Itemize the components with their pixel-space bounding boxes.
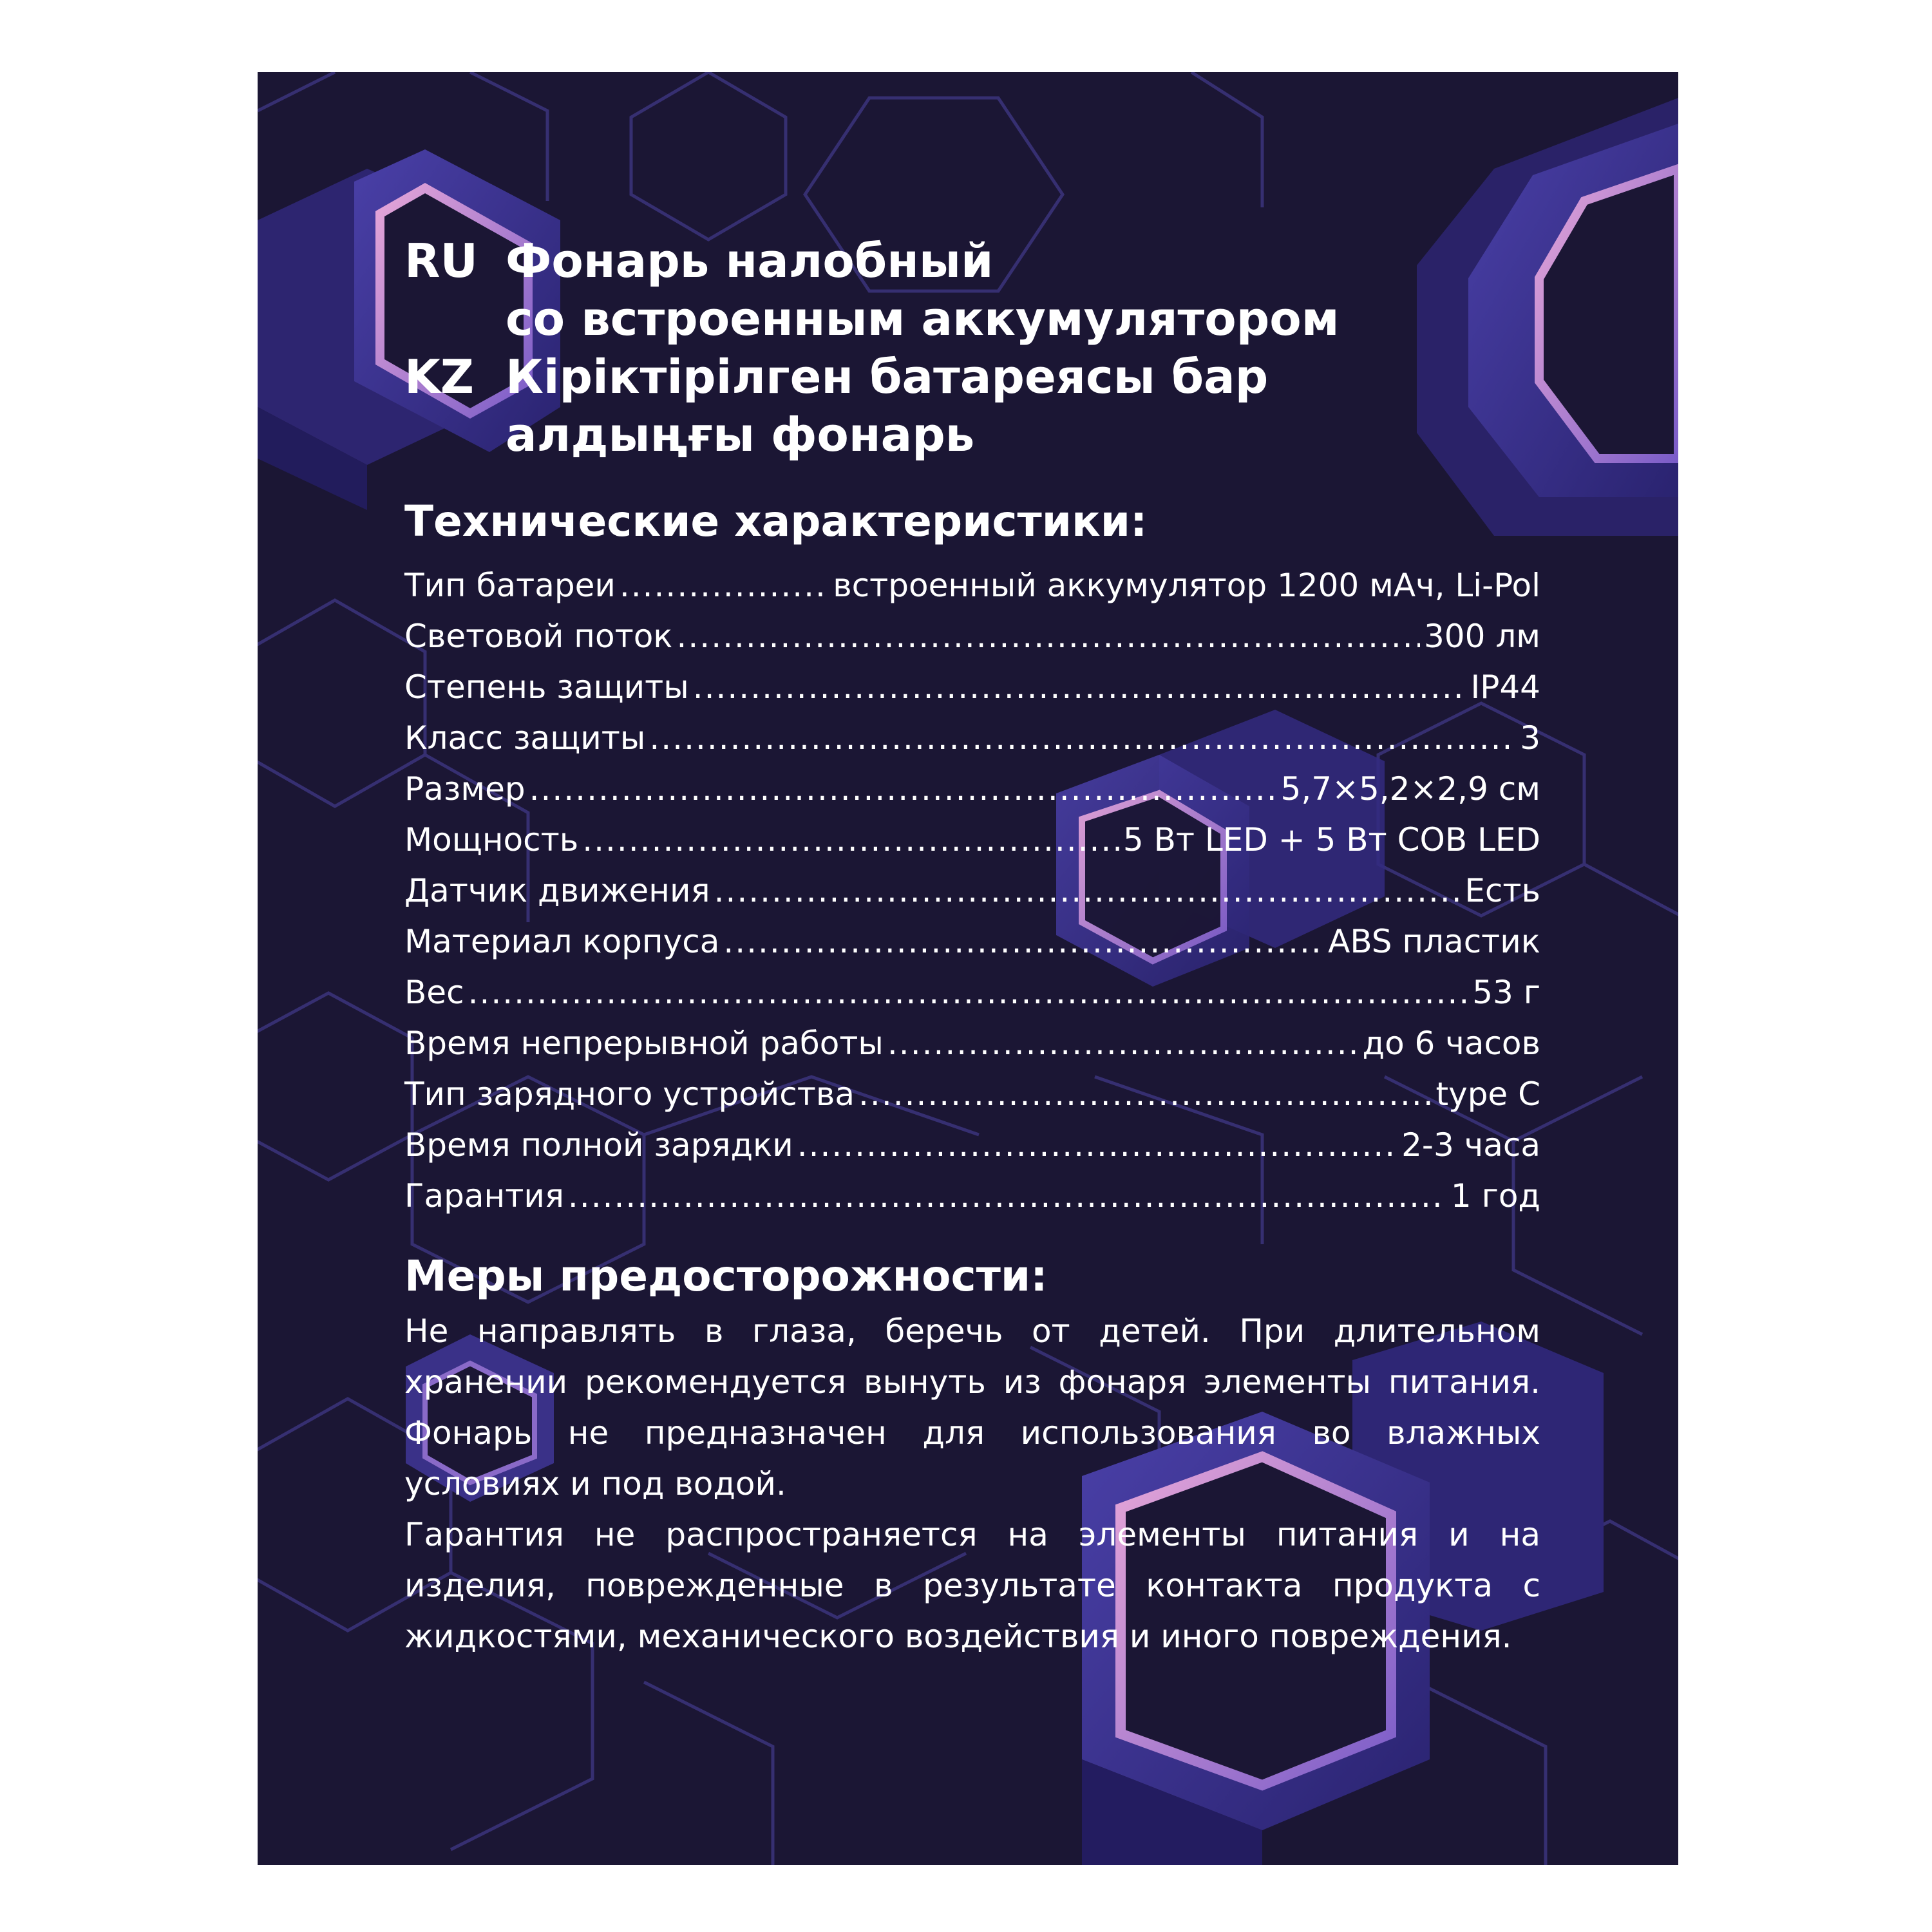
spec-row [404, 1018, 1540, 1069]
precautions-paragraph-1: Не направлять в глаза, беречь от детей. При длительном хранении рекомендуется вынуть из фонаря элементы питания. Фонарь не предназначен для использования во влажных условиях и под водой. [404, 1312, 1540, 1502]
spec-label: Время непрерывной работы [404, 1025, 884, 1062]
lang-code-kz: KZ [404, 350, 474, 404]
specs-list [404, 560, 1540, 1222]
spec-value: 3 [1520, 719, 1540, 757]
spec-label: Световой поток [404, 618, 673, 655]
spec-value: 300 лм [1423, 618, 1540, 655]
spec-label: Тип зарядного устройства [404, 1075, 855, 1113]
spec-value: 2-3 часа [1401, 1126, 1540, 1164]
spec-value: 5 Вт LED + 5 Вт COB LED [1122, 821, 1540, 858]
spec-leader-dots [714, 866, 1461, 916]
spec-value: IP44 [1470, 668, 1540, 706]
spec-label: Материал корпуса [404, 923, 720, 960]
spec-value: 53 г [1472, 974, 1540, 1011]
spec-label: Вес [404, 974, 464, 1011]
spec-leader-dots [649, 713, 1516, 764]
spec-leader-dots [529, 764, 1277, 815]
spec-leader-dots [468, 967, 1469, 1018]
spec-leader-dots [582, 815, 1119, 866]
spec-label: Гарантия [404, 1177, 564, 1215]
spec-row [404, 560, 1540, 611]
spec-row [404, 713, 1540, 764]
spec-row [404, 1171, 1540, 1222]
spec-leader-dots [887, 1018, 1359, 1069]
spec-label: Тип батареи [404, 567, 616, 604]
spec-leader-dots [723, 916, 1324, 967]
spec-label: Время полной зарядки [404, 1126, 793, 1164]
spec-value: до 6 часов [1362, 1025, 1540, 1062]
spec-leader-dots [568, 1171, 1447, 1222]
spec-leader-dots [677, 611, 1420, 662]
spec-value: 5,7×5,2×2,9 см [1280, 770, 1540, 808]
spec-value: ABS пластик [1328, 923, 1540, 960]
spec-value: Есть [1464, 872, 1540, 909]
spec-row [404, 815, 1540, 866]
leaflet-content [258, 72, 1678, 1865]
spec-row [404, 764, 1540, 815]
spec-label: Датчик движения [404, 872, 710, 909]
spec-row [404, 611, 1540, 662]
spec-leader-dots [797, 1120, 1397, 1171]
title-kz-line2: алдыңғы фонарь [506, 408, 975, 462]
title-kz-line1: Кіріктірілген батареясы бар [506, 350, 1269, 404]
title-ru-line2: со встроенным аккумулятором [506, 292, 1340, 346]
spec-row [404, 916, 1540, 967]
specs-heading: Технические характеристики: [404, 497, 1148, 546]
spec-label: Мощность [404, 821, 579, 858]
spec-label: Размер [404, 770, 526, 808]
spec-leader-dots [620, 560, 829, 611]
precautions-paragraph-2: Гарантия не распространяется на элементы питания и на изделия, поврежденные в результате контакта продукта с жидкостями, механического воздействия и иного повреждения. [404, 1516, 1540, 1655]
spec-label: Класс защиты [404, 719, 646, 757]
title-ru-line1: Фонарь налобный [506, 234, 994, 288]
spec-leader-dots [858, 1069, 1432, 1120]
spec-leader-dots [693, 662, 1467, 713]
precautions-heading: Меры предосторожности: [404, 1251, 1048, 1301]
spec-value: type C [1435, 1075, 1540, 1113]
spec-label: Степень защиты [404, 668, 689, 706]
spec-row [404, 866, 1540, 916]
leaflet-card [258, 72, 1678, 1865]
spec-row [404, 1069, 1540, 1120]
spec-row [404, 662, 1540, 713]
lang-code-ru: RU [404, 234, 478, 288]
spec-value: 1 год [1450, 1177, 1540, 1215]
spec-row [404, 967, 1540, 1018]
spec-row [404, 1120, 1540, 1171]
spec-value: встроенный аккумулятор 1200 мАч, Li-Pol [833, 567, 1540, 604]
